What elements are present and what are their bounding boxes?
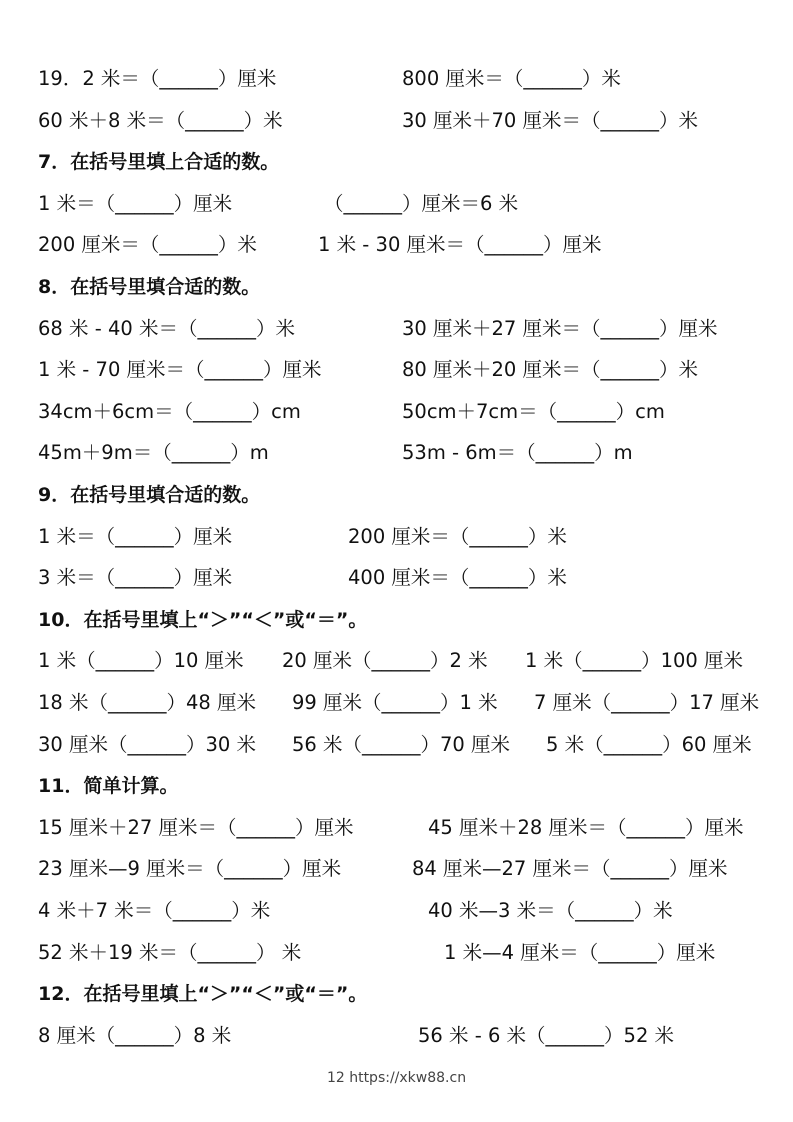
question-item: 40 米—3 米＝（______）米 bbox=[428, 899, 673, 922]
question-item: 800 厘米＝（______）米 bbox=[402, 67, 621, 90]
question-item: 15 厘米＋27 厘米＝（______）厘米 bbox=[38, 816, 354, 839]
page-footer: 12 https://xkw88.cn bbox=[326, 1070, 467, 1086]
question-item: 56 米 - 6 米（______）52 米 bbox=[418, 1024, 675, 1047]
question-item: 400 厘米＝（______）米 bbox=[348, 566, 567, 589]
question-item: 56 米（______）70 厘米 bbox=[292, 733, 511, 756]
question-item: 45 厘米＋28 厘米＝（______）厘米 bbox=[428, 816, 744, 839]
question-item: 1 米（______）100 厘米 bbox=[525, 649, 744, 672]
question-item: 1 米—4 厘米＝（______）厘米 bbox=[444, 941, 716, 964]
question-item: 8 厘米（______）8 米 bbox=[38, 1024, 232, 1047]
question-item: 200 厘米＝（______）米 bbox=[348, 525, 567, 548]
question-item: 99 厘米（______）1 米 bbox=[292, 691, 498, 714]
question-item: 1 米＝（______）厘米 bbox=[38, 525, 233, 548]
question-item: 18 米（______）48 厘米 bbox=[38, 691, 257, 714]
question-item: 80 厘米＋20 厘米＝（______）米 bbox=[402, 358, 699, 381]
question-item: 200 厘米＝（______）米 bbox=[38, 233, 257, 256]
section-heading: 8．在括号里填合适的数。 bbox=[38, 276, 261, 298]
question-item: （______）厘米＝6 米 bbox=[324, 192, 519, 215]
question-item: 3 米＝（______）厘米 bbox=[38, 566, 233, 589]
question-item: 53m - 6m＝（______）m bbox=[402, 441, 633, 464]
question-item: 23 厘米—9 厘米＝（______）厘米 bbox=[38, 857, 342, 880]
question-item: 30 厘米＋70 厘米＝（______）米 bbox=[402, 109, 699, 132]
question-item: 84 厘米—27 厘米＝（______）厘米 bbox=[412, 857, 728, 880]
section-heading: 12．在括号里填上“＞”“＜”或“＝”。 bbox=[38, 983, 368, 1005]
question-item: 1 米＝（______）厘米 bbox=[38, 192, 233, 215]
section-heading: 11．简单计算。 bbox=[38, 775, 179, 797]
question-item: 34cm＋6cm＝（______）cm bbox=[38, 400, 301, 423]
question-item: 45m＋9m＝（______）m bbox=[38, 441, 269, 464]
question-item: 4 米＋7 米＝（______）米 bbox=[38, 899, 271, 922]
question-item: 30 厘米＋27 厘米＝（______）厘米 bbox=[402, 317, 718, 340]
question-item: 60 米＋8 米＝（______）米 bbox=[38, 109, 283, 132]
question-item: 1 米 - 30 厘米＝（______）厘米 bbox=[318, 233, 602, 256]
section-heading: 9．在括号里填合适的数。 bbox=[38, 484, 261, 506]
question-item: 68 米 - 40 米＝（______）米 bbox=[38, 317, 295, 340]
question-item: 7 厘米（______）17 厘米 bbox=[534, 691, 760, 714]
question-item: 20 厘米（______）2 米 bbox=[282, 649, 488, 672]
section-heading: 10．在括号里填上“＞”“＜”或“＝”。 bbox=[38, 609, 368, 631]
question-item: 1 米（______）10 厘米 bbox=[38, 649, 244, 672]
question-item: 30 厘米（______）30 米 bbox=[38, 733, 257, 756]
question-item: 5 米（______）60 厘米 bbox=[546, 733, 752, 756]
question-item: 50cm＋7cm＝（______）cm bbox=[402, 400, 665, 423]
section-heading: 7．在括号里填上合适的数。 bbox=[38, 151, 280, 173]
question-item: 52 米＋19 米＝（______） 米 bbox=[38, 941, 302, 964]
question-item: 19．2 米＝（______）厘米 bbox=[38, 67, 277, 90]
question-item: 1 米 - 70 厘米＝（______）厘米 bbox=[38, 358, 322, 381]
